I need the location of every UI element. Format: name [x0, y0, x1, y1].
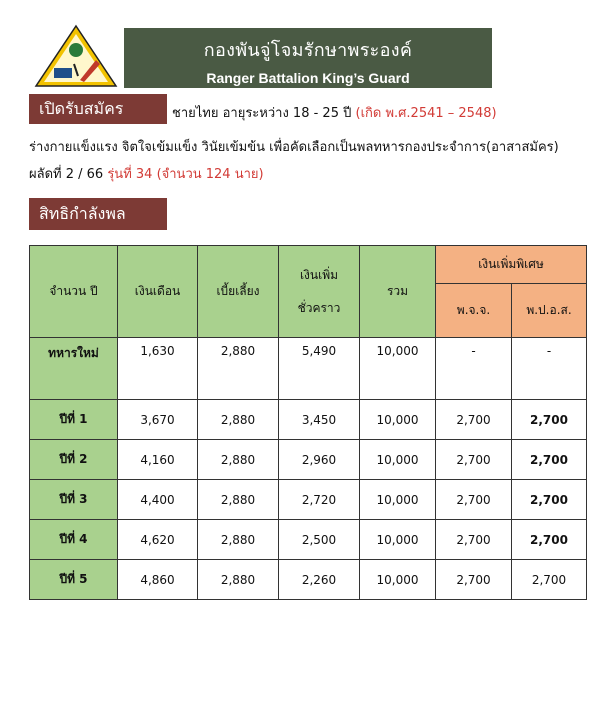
cell-total: 10,000 — [360, 480, 436, 520]
cell-salary: 4,160 — [118, 440, 198, 480]
header-ppos: พ.ป.อ.ส. — [512, 284, 587, 338]
header-years: จำนวน ปี — [30, 246, 118, 338]
header-pjj: พ.จ.จ. — [436, 284, 512, 338]
header-temp-extra — [279, 246, 360, 338]
row-label: ปีที่ 5 — [30, 560, 118, 600]
cell-allowance: 2,880 — [198, 480, 279, 520]
cell-salary: 1,630 — [118, 338, 198, 400]
header-allowance: เบี้ยเลี้ยง — [198, 246, 279, 338]
recruit-line-3 — [29, 163, 264, 184]
cell-allowance: 2,880 — [198, 560, 279, 600]
recruit-age-text: ชายไทย อายุระหว่าง 18 - 25 ปี — [172, 106, 356, 121]
cell-salary: 3,670 — [118, 400, 198, 440]
table-row — [30, 440, 587, 480]
unit-emblem-logo — [34, 24, 118, 88]
benefits-tag: สิทธิกำลังพล — [29, 198, 167, 230]
cell-pjj: 2,700 — [436, 400, 512, 440]
table-row — [30, 480, 587, 520]
cell-pjj: 2,700 — [436, 440, 512, 480]
recruit-line-2: ร่างกายแข็งแรง จิตใจเข้มแข็ง วินัยเข้มข้น เพื่อคัดเลือกเป็นพลทหารกองประจำการ(อาสาสมัคร) — [29, 140, 559, 155]
cell-ppos: - — [512, 338, 587, 400]
cell-temp: 2,720 — [279, 480, 360, 520]
benefits-table — [29, 245, 587, 600]
cell-ppos: 2,700 — [512, 480, 587, 520]
cell-ppos: 2,700 — [512, 440, 587, 480]
cell-total: 10,000 — [360, 400, 436, 440]
cell-allowance: 2,880 — [198, 338, 279, 400]
cell-ppos: 2,700 — [512, 520, 587, 560]
cell-total: 10,000 — [360, 560, 436, 600]
cell-total: 10,000 — [360, 440, 436, 480]
cell-allowance: 2,880 — [198, 400, 279, 440]
row-label: ปีที่ 2 — [30, 440, 118, 480]
recruit-birth-years: (เกิด พ.ศ.2541 – 2548) — [355, 106, 497, 121]
cell-salary: 4,620 — [118, 520, 198, 560]
cell-temp: 3,450 — [279, 400, 360, 440]
cell-pjj: 2,700 — [436, 480, 512, 520]
table-row — [30, 560, 587, 600]
cell-allowance: 2,880 — [198, 520, 279, 560]
header-temp-line1: เงินเพิ่ม — [299, 267, 339, 282]
cell-salary: 4,860 — [118, 560, 198, 600]
cell-temp: 2,260 — [279, 560, 360, 600]
cell-pjj: - — [436, 338, 512, 400]
cell-pjj: 2,700 — [436, 520, 512, 560]
recruit-tag: เปิดรับสมัคร — [29, 94, 167, 124]
row-label: ทหารใหม่ — [30, 338, 118, 400]
cell-salary: 4,400 — [118, 480, 198, 520]
cell-ppos: 2,700 — [512, 400, 587, 440]
cell-ppos: 2,700 — [512, 560, 587, 600]
cell-temp: 2,960 — [279, 440, 360, 480]
recruit-line-1 — [172, 102, 497, 123]
header-total: รวม — [360, 246, 436, 338]
table-row — [30, 520, 587, 560]
cell-total: 10,000 — [360, 338, 436, 400]
header-special: เงินเพิ่มพิเศษ — [436, 246, 587, 284]
header-salary: เงินเดือน — [118, 246, 198, 338]
title-english: Ranger Battalion King’s Guard — [206, 70, 410, 86]
header-temp-line2: ชั่วคราว — [297, 300, 341, 315]
table-row — [30, 338, 587, 400]
row-label: ปีที่ 4 — [30, 520, 118, 560]
row-label: ปีที่ 3 — [30, 480, 118, 520]
batch-text: ผลัดที่ 2 / 66 — [29, 167, 108, 182]
cohort-text: รุ่นที่ 34 (จำนวน 124 นาย) — [107, 167, 264, 182]
cell-total: 10,000 — [360, 520, 436, 560]
cell-temp: 5,490 — [279, 338, 360, 400]
table-row — [30, 400, 587, 440]
header-banner — [124, 28, 492, 88]
cell-allowance: 2,880 — [198, 440, 279, 480]
title-thai: กองพันจู่โจมรักษาพระองค์ — [203, 40, 413, 61]
cell-pjj: 2,700 — [436, 560, 512, 600]
row-label: ปีที่ 1 — [30, 400, 118, 440]
cell-temp: 2,500 — [279, 520, 360, 560]
